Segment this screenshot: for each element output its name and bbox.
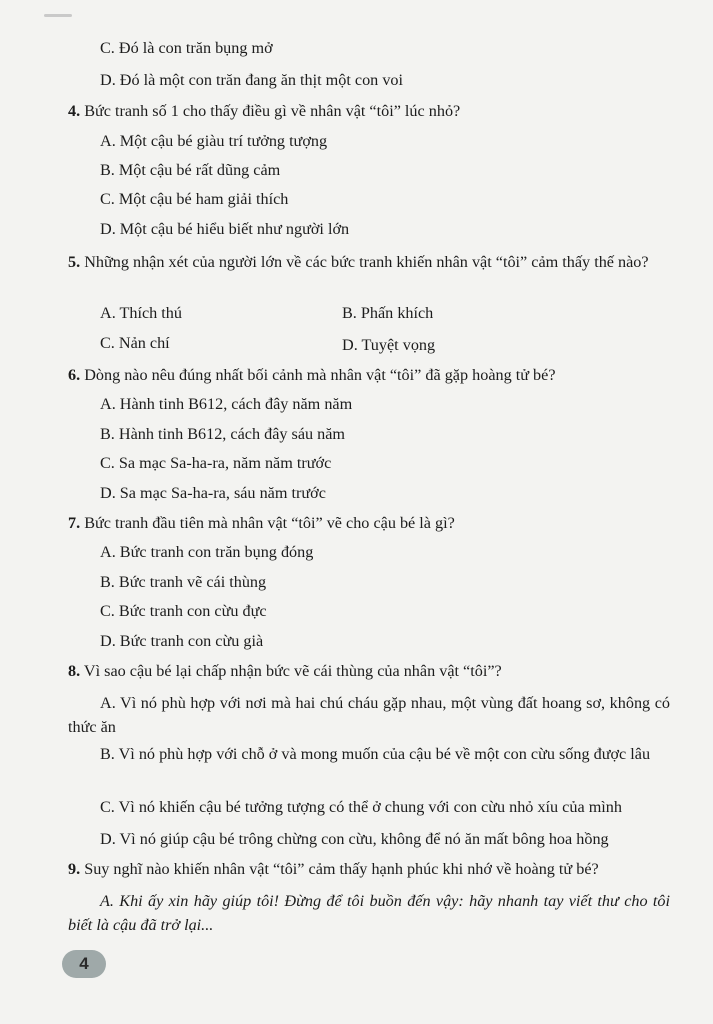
option-d-q6: D. Sa mạc Sa-ha-ra, sáu năm trước bbox=[100, 484, 326, 502]
page-number: 4 bbox=[79, 954, 89, 973]
option-c-q7: C. Bức tranh con cừu đực bbox=[100, 602, 267, 620]
question-9 bbox=[68, 859, 599, 879]
question-7 bbox=[68, 513, 455, 533]
scan-mark bbox=[44, 14, 72, 17]
question-number: 4. bbox=[68, 102, 81, 120]
option-a-q6: A. Hành tinh B612, cách đây năm năm bbox=[100, 395, 353, 413]
question-number: 6. bbox=[68, 366, 81, 384]
question-text: Suy nghĩ nào khiến nhân vật “tôi” cảm thấy hạnh phúc khi nhớ về hoàng tử bé? bbox=[84, 860, 599, 878]
question-text: Dòng nào nêu đúng nhất bối cảnh mà nhân vật “tôi” đã gặp hoàng tử bé? bbox=[84, 366, 556, 384]
option-d-q3: D. Đó là một con trăn đang ăn thịt một con voi bbox=[100, 71, 404, 89]
option-c-q5: C. Nản chí bbox=[100, 334, 170, 352]
option-a-q9: A. Khi ấy xin hãy giúp tôi! Đừng để tôi buồn đến vậy: hãy nhanh tay viết thư cho tôi biết là cậu đã trở lại... bbox=[68, 892, 670, 934]
question-number: 5. bbox=[68, 253, 81, 271]
page-number-badge bbox=[62, 950, 106, 978]
option-b-q6: B. Hành tinh B612, cách đây sáu năm bbox=[100, 425, 346, 443]
option-a-q7: A. Bức tranh con trăn bụng đóng bbox=[100, 543, 314, 561]
option-d-q5: D. Tuyệt vọng bbox=[342, 336, 436, 354]
question-text: Vì sao cậu bé lại chấp nhận bức vẽ cái thùng của nhân vật “tôi”? bbox=[83, 662, 502, 680]
option-a-q4: A. Một cậu bé giàu trí tưởng tượng bbox=[100, 132, 328, 150]
option-b-q7: B. Bức tranh vẽ cái thùng bbox=[100, 573, 267, 591]
question-text: Những nhận xét của người lớn về các bức tranh khiến nhân vật “tôi” cảm thấy thế nào? bbox=[84, 253, 649, 271]
question-6 bbox=[68, 365, 556, 385]
option-a-q5: A. Thích thú bbox=[100, 304, 182, 322]
question-text: Bức tranh số 1 cho thấy điều gì về nhân vật “tôi” lúc nhỏ? bbox=[84, 102, 461, 120]
option-d-q7: D. Bức tranh con cừu già bbox=[100, 632, 264, 650]
option-b-q5: B. Phấn khích bbox=[342, 304, 434, 322]
option-b-q4: B. Một cậu bé rất dũng cảm bbox=[100, 161, 281, 179]
option-d-q4: D. Một cậu bé hiểu biết như người lớn bbox=[100, 220, 350, 238]
show-through bbox=[450, 38, 457, 69]
question-5 bbox=[68, 250, 670, 274]
option-c-q4: C. Một cậu bé ham giải thích bbox=[100, 190, 289, 208]
option-d-q8: D. Vì nó giúp cậu bé trông chừng con cừu, không để nó ăn mất bông hoa hồng bbox=[100, 830, 609, 848]
option-c-q8: C. Vì nó khiến cậu bé tưởng tượng có thể ở chung với con cừu nhỏ xíu của mình bbox=[100, 798, 622, 816]
question-number: 9. bbox=[68, 860, 81, 878]
option-a-q8: A. Vì nó phù hợp với nơi mà hai chú cháu gặp nhau, một vùng đất hoang sơ, không có thức ăn bbox=[68, 694, 670, 736]
question-4 bbox=[68, 101, 460, 121]
option-c-q6: C. Sa mạc Sa-ha-ra, năm năm trước bbox=[100, 454, 332, 472]
question-number: 7. bbox=[68, 514, 81, 532]
option-b-q8: B. Vì nó phù hợp với chỗ ở và mong muốn của cậu bé về một con cừu sống được lâu bbox=[100, 745, 651, 763]
question-number: 8. bbox=[68, 662, 81, 680]
option-c-q3: C. Đó là con trăn bụng mở bbox=[100, 39, 273, 57]
question-text: Bức tranh đầu tiên mà nhân vật “tôi” vẽ cho cậu bé là gì? bbox=[84, 514, 455, 532]
question-8 bbox=[68, 661, 502, 681]
